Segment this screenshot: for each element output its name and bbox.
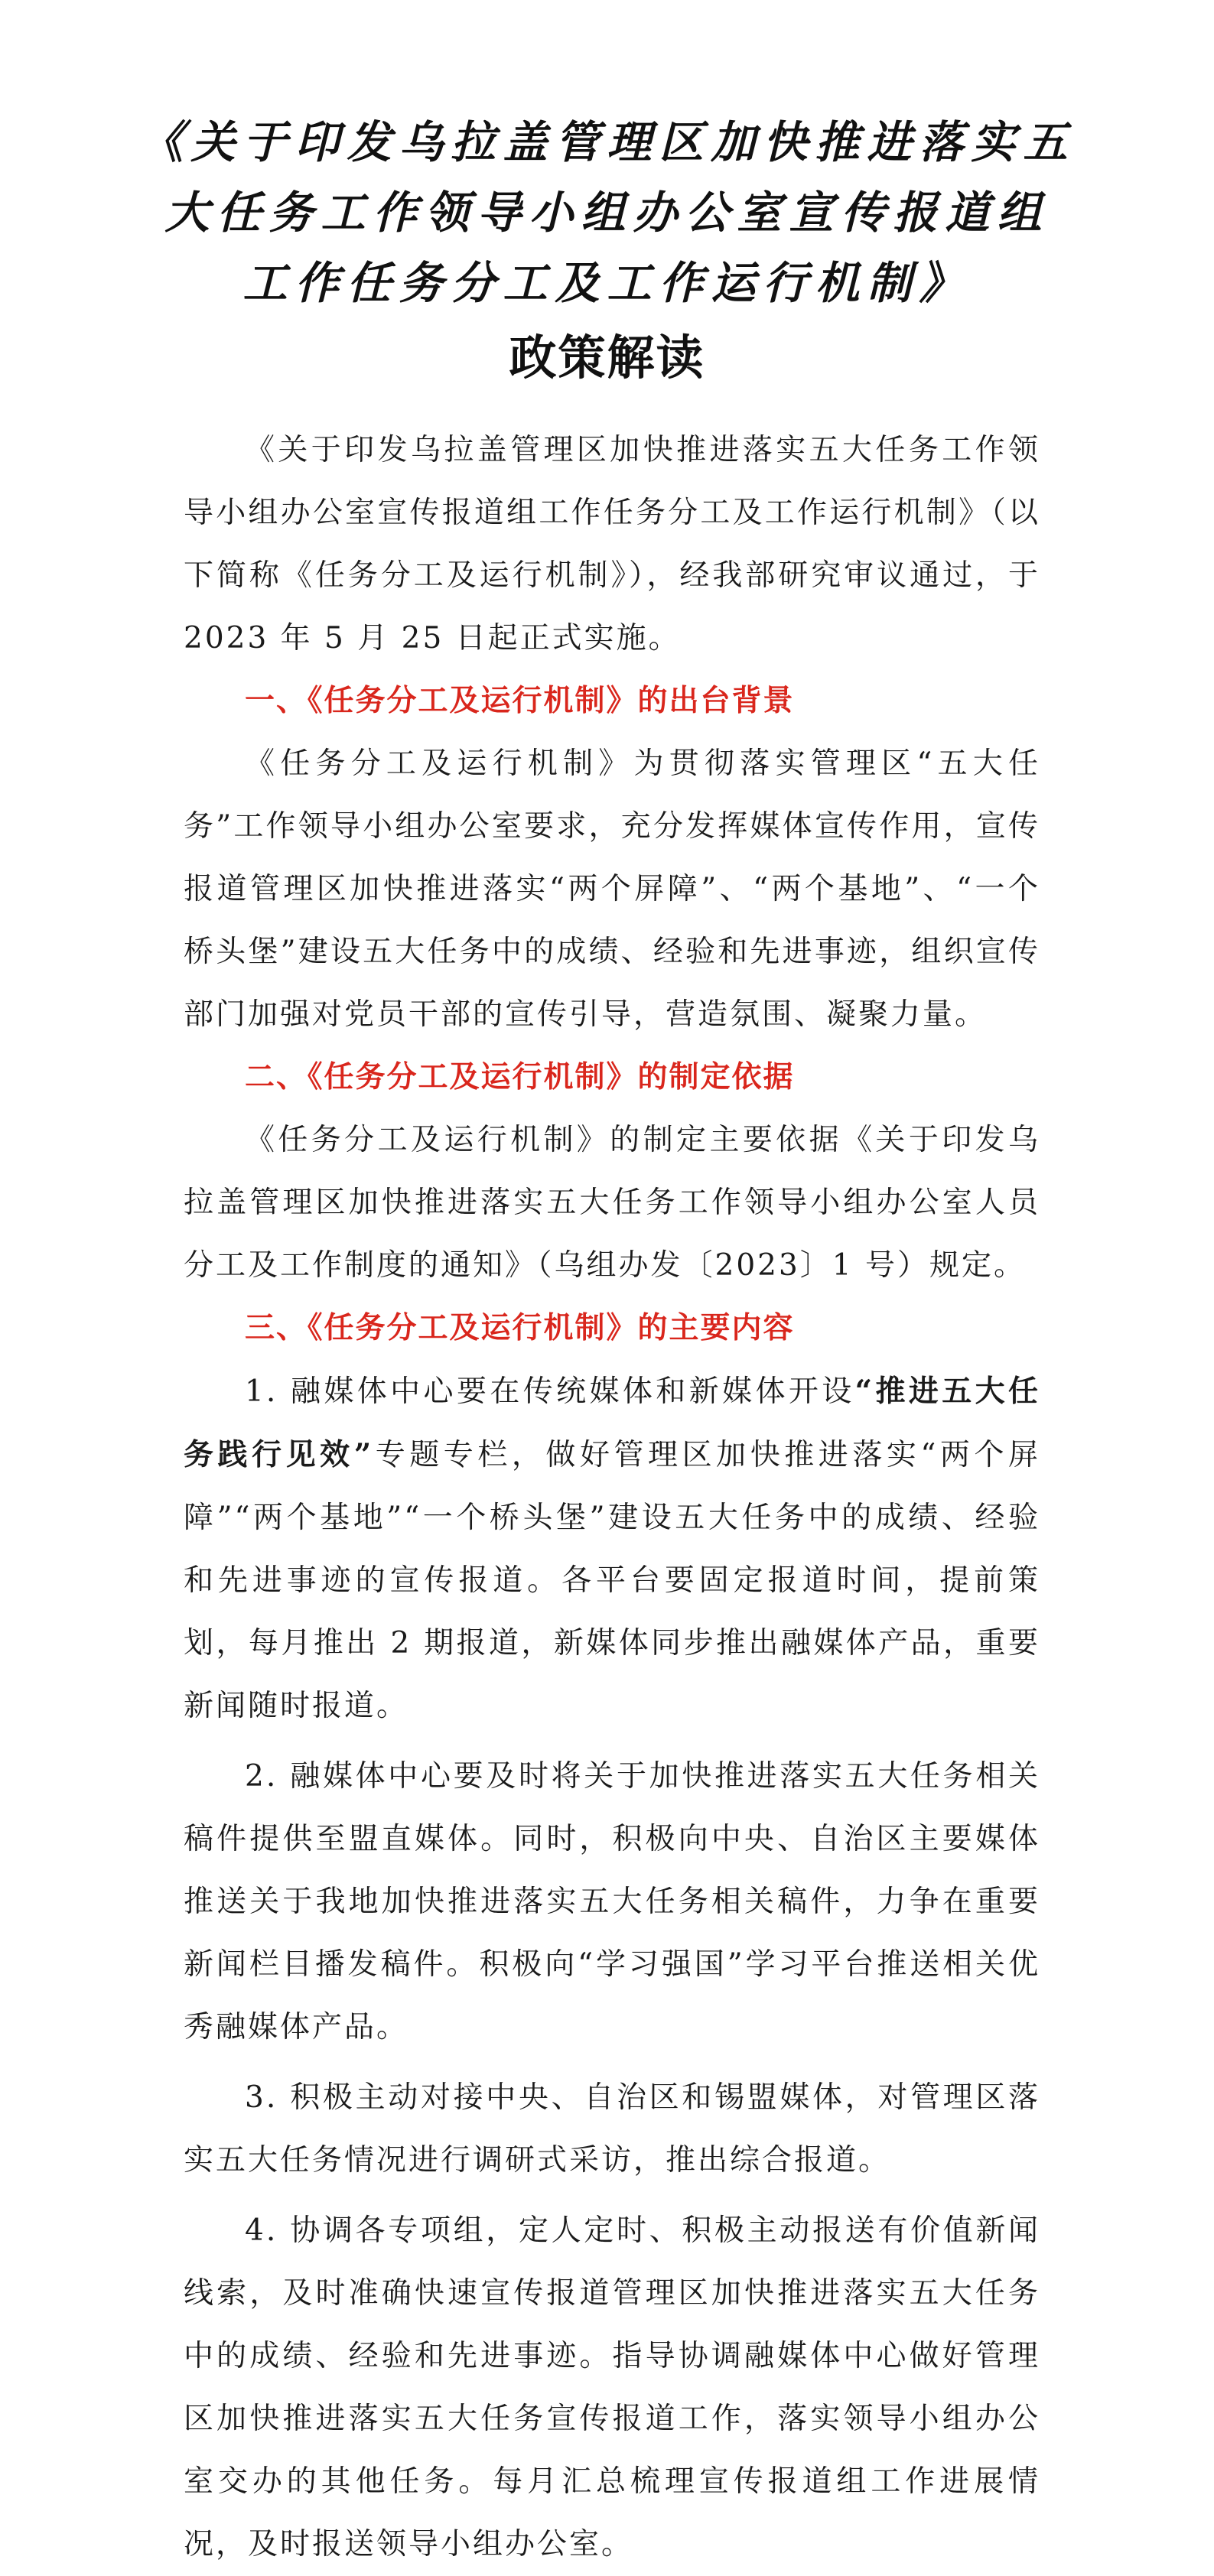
section-heading-3: 三、《任务分工及运行机制》的主要内容 [245, 1311, 795, 1345]
content-item-3: 3. 积极主动对接中央、自治区和锡盟媒体，对管理区落实五大任务情况进行调研式采访，推出综合报道。 [184, 2080, 1040, 2178]
title-line-3: 工作任务分工及工作运行机制》 [242, 257, 972, 309]
section-heading-2: 二、《任务分工及运行机制》的制定依据 [245, 1060, 795, 1094]
content-item-4: 4. 协调各专项组，定人定时、积极主动报送有价值新闻线索，及时准确快速宣传报道管理区加快推进落实五大任务中的成绩、经验和先进事迹。指导协调融媒体中心做好管理区加快推进落实五大任务宣传报道工作，落实领导小组办公室交办的其他任务。每月汇总梳理宣传报道组工作进展情况，及时报送领导小组办公室。 [184, 2213, 1040, 2561]
content-item-1 [184, 1360, 1040, 1738]
document-body [184, 419, 1040, 2576]
title-main: 政策解读 [509, 330, 705, 385]
section-text-2: 《任务分工及运行机制》的制定主要依据《关于印发乌拉盖管理区加快推进落实五大任务工作领导小组办公室人员分工及工作制度的通知》（乌组办发〔2023〕1 号）规定。 [184, 1123, 1040, 1283]
intro-paragraph: 《关于印发乌拉盖管理区加快推进落实五大任务工作领导小组办公室宣传报道组工作任务分工及工作运行机制》（以下简称《任务分工及运行机制》），经我部研究审议通过，于 2023 年 5 月 25 日起正式实施。 [184, 433, 1040, 655]
title-line-1: 《关于印发乌拉盖管理区加快推进落实五 [138, 116, 1076, 168]
section-text-1: 《任务分工及运行机制》为贯彻落实管理区“五大任务”工作领导小组办公室要求，充分发挥媒体宣传作用，宣传报道管理区加快推进落实“两个屏障”、“两个基地”、“一个桥头堡”建设五大任务中的成绩、经验和先进事迹，组织宣传部门加强对党员干部的宣传引导，营造氛围、凝聚力量。 [184, 746, 1040, 1032]
content-item-1-post: 专题专栏，做好管理区加快推进落实“两个屏障”“两个基地”“一个桥头堡”建设五大任务中的成绩、经验和先进事迹的宣传报道。各平台要固定报道时间，提前策划，每月推出 2 期报道，新媒体同步推出融媒体产品，重要新闻随时报道。 [184, 1438, 1040, 1723]
content-item-1-pre: 1. 融媒体中心要在传统媒体和新媒体开设 [245, 1374, 855, 1409]
document-title [0, 107, 1214, 396]
content-item-2: 2. 融媒体中心要及时将关于加快推进落实五大任务相关稿件提供至盟直媒体。同时，积极向中央、自治区主要媒体推送关于我地加快推进落实五大任务相关稿件，力争在重要新闻栏目播发稿件。积极向“学习强国”学习平台推送相关优秀融媒体产品。 [184, 1759, 1040, 2044]
section-heading-1: 一、《任务分工及运行机制》的出台背景 [245, 684, 795, 718]
title-line-2: 大任务工作领导小组办公室宣传报道组 [164, 187, 1050, 239]
column-name-highlight: “推进五大任务践行见效” [184, 1374, 1041, 1472]
